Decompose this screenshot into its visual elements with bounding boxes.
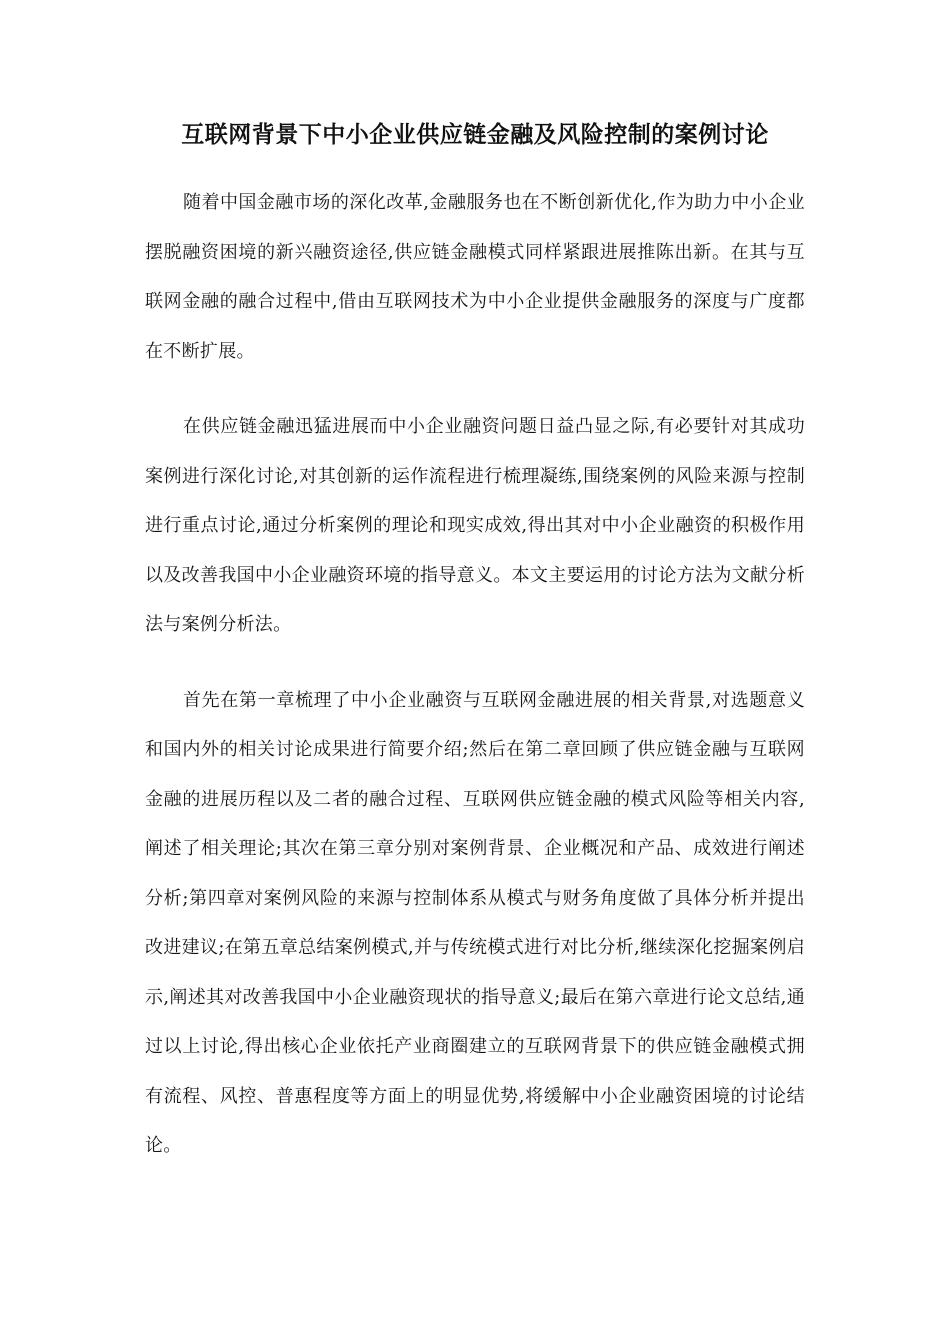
document-title: 互联网背景下中小企业供应链金融及风险控制的案例讨论 xyxy=(181,122,769,148)
paragraph-1: 随着中国金融市场的深化改革,金融服务也在不断创新优化,作为助力中小企业摆脱融资困境的新兴融资途径,供应链金融模式同样紧跟进展推陈出新。在其与互联网金融的融合过程中,借由互联网技术为中小企业提供金融服务的深度与广度都在不断扩展。 xyxy=(145,192,805,362)
document-body xyxy=(145,178,805,1197)
paragraph-3: 首先在第一章梳理了中小企业融资与互联网金融进展的相关背景,对选题意义和国内外的相关讨论成果进行简要介绍;然后在第二章回顾了供应链金融与互联网金融的进展历程以及二者的融合过程、互联网供应链金融的模式风险等相关内容,阐述了相关理论;其次在第三章分别对案例背景、企业概况和产品、成效进行阐述分析;第四章对案例风险的来源与控制体系从模式与财务角度做了具体分析并提出改进建议;在第五章总结案例模式,并与传统模式进行对比分析,继续深化挖掘案例启示,阐述其对改善我国中小企业融资现状的指导意义;最后在第六章进行论文总结,通过以上讨论,得出核心企业依托产业商圈建立的互联网背景下的供应链金融模式拥有流程、风控、普惠程度等方面上的明显优势,将缓解中小企业融资困境的讨论结论。 xyxy=(145,689,805,1156)
paragraph-2: 在供应链金融迅猛进展而中小企业融资问题日益凸显之际,有必要针对其成功案例进行深化讨论,对其创新的运作流程进行梳理凝练,围绕案例的风险来源与控制进行重点讨论,通过分析案例的理论和现实成效,得出其对中小企业融资的积极作用以及改善我国中小企业融资环境的指导意义。本文主要运用的讨论方法为文献分析法与案例分析法。 xyxy=(145,416,805,635)
